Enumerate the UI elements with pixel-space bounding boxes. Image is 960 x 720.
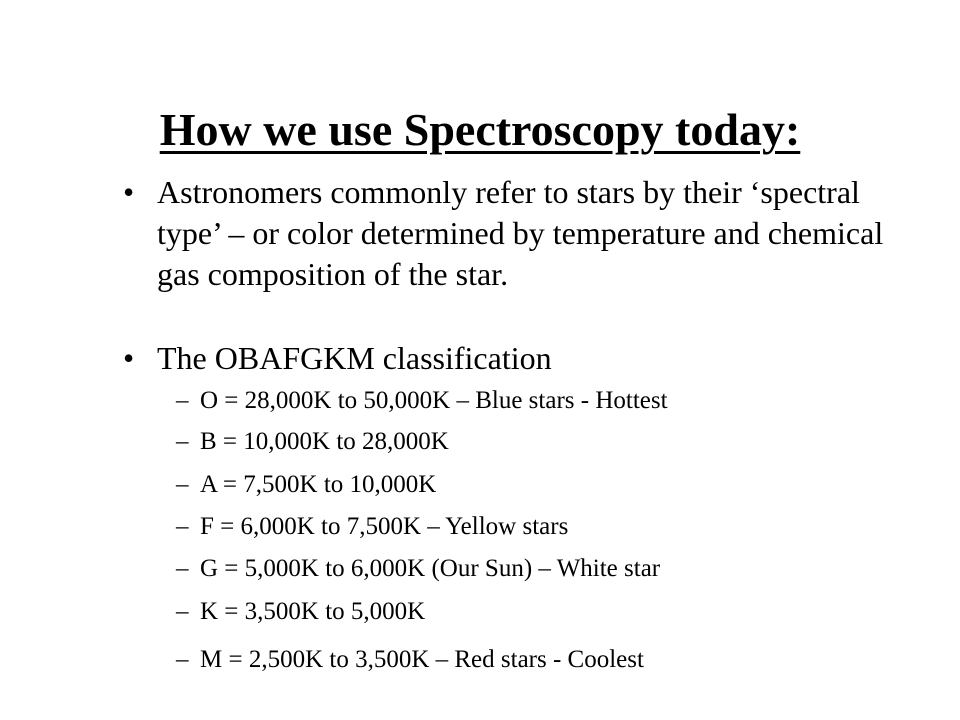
sub-item-g-class [176, 554, 660, 584]
dash-marker: – [176, 555, 189, 582]
sub-item-text: K = 3,500K to 5,000K [200, 598, 426, 625]
sub-item-text: O = 28,000K to 50,000K – Blue stars - Hottest [200, 387, 668, 414]
dash-marker: – [176, 471, 189, 498]
sub-item-k-class [176, 597, 425, 627]
sub-item-a-class [176, 470, 436, 500]
slide-title: How we use Spectroscopy today: [159, 104, 801, 155]
bullet-marker: • [123, 340, 135, 376]
bullet-marker: • [123, 174, 135, 210]
sub-item-m-class [176, 645, 644, 675]
dash-marker: – [176, 598, 189, 625]
sub-item-text: A = 7,500K to 10,000K [200, 471, 437, 498]
bullet-text-spectral-type: Astronomers commonly refer to stars by their ‘spectral type’ – or color determined by temperature and chemical gas composition of the star. [157, 174, 884, 292]
dash-marker: – [176, 387, 189, 414]
sub-item-text: B = 10,000K to 28,000K [200, 428, 449, 455]
bullet-text-classification: The OBAFGKM classification [157, 340, 552, 376]
sub-item-o-class [176, 386, 668, 416]
sub-item-f-class [176, 512, 568, 542]
sub-item-text: F = 6,000K to 7,500K – Yellow stars [200, 513, 569, 540]
sub-item-text: G = 5,000K to 6,000K (Our Sun) – White star [200, 555, 661, 582]
sub-item-text: M = 2,500K to 3,500K – Red stars - Coolest [200, 646, 644, 673]
sub-item-b-class [176, 427, 449, 457]
dash-marker: – [176, 646, 189, 673]
dash-marker: – [176, 513, 189, 540]
dash-marker: – [176, 428, 189, 455]
